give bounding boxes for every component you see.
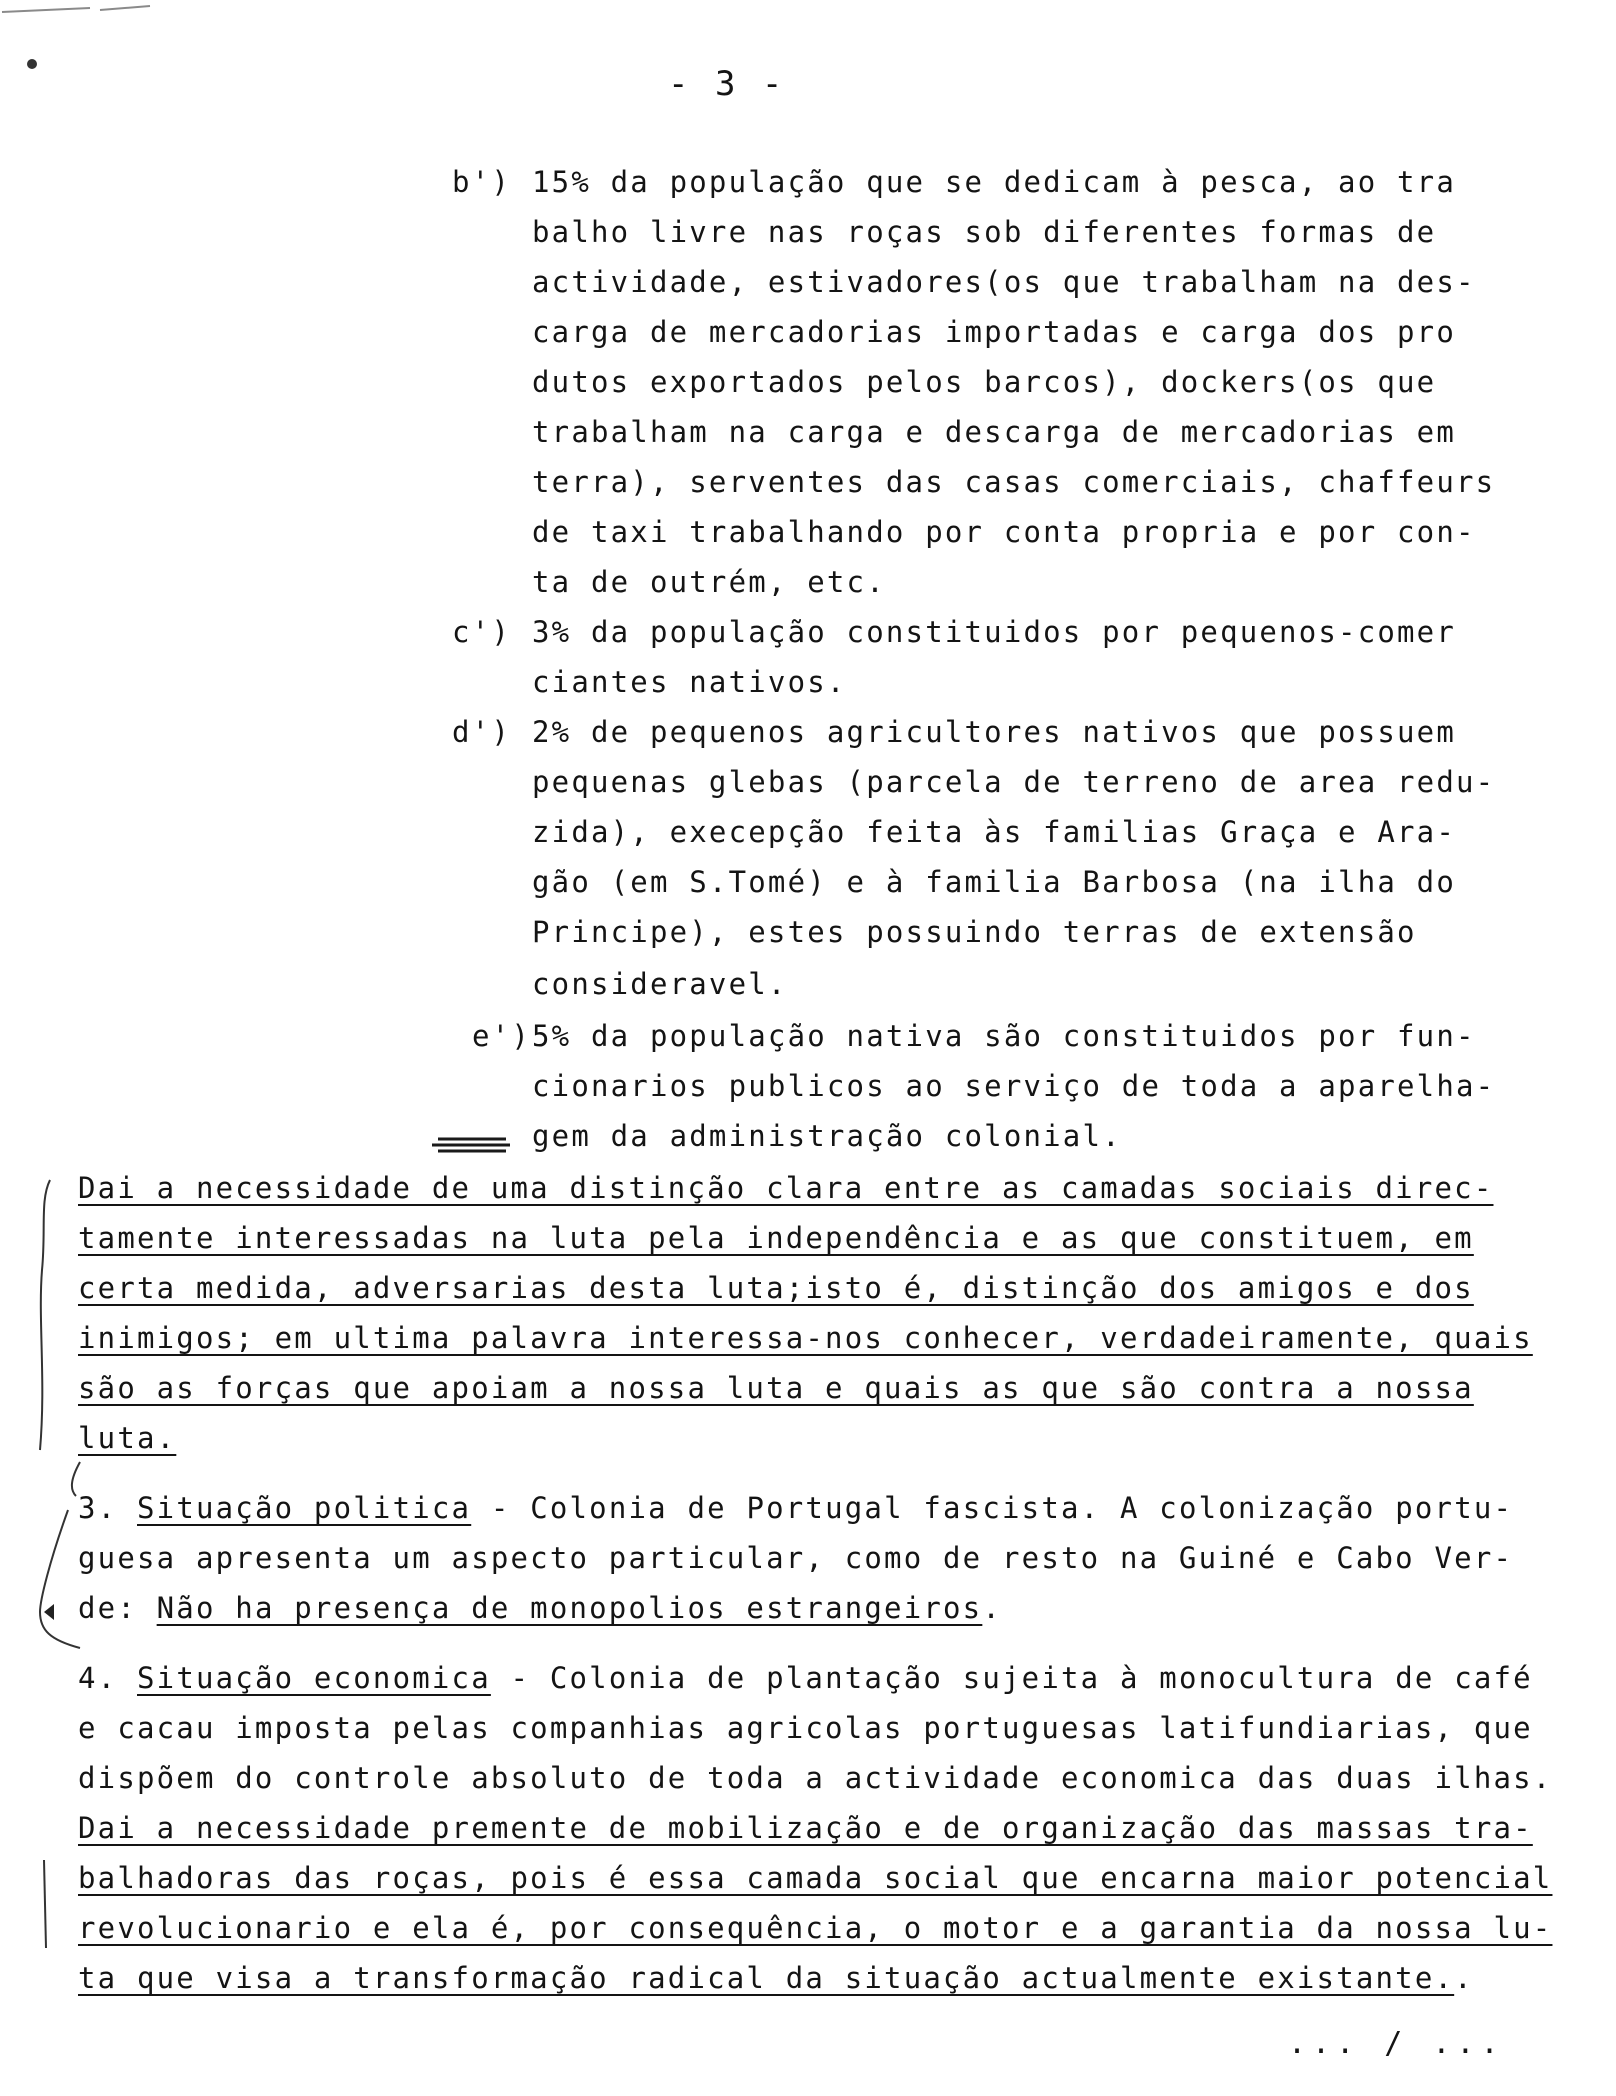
section-3-heading: Situação politica [137,1491,472,1525]
list-item-b-line: actividade, estivadores(os que trabalham na des- [532,265,1476,299]
list-item-c-line: ciantes nativos. [532,665,847,699]
list-marker-b: b') [452,165,511,199]
list-item-d-line: pequenas glebas (parcela de terreno de area redu- [532,765,1496,799]
list-item-b-line: dutos exportados pelos barcos), dockers(os que [532,365,1437,399]
section-4-line: e cacau imposta pelas companhias agricolas portuguesas latifundiarias, que [78,1711,1533,1745]
list-item-b-line: de taxi trabalhando por conta propria e por con- [532,515,1476,549]
section-3-number: 3. [78,1491,118,1525]
list-item-b-line: balho livre nas roças sob diferentes formas de [532,215,1437,249]
section-4-heading: Situação economica [137,1661,491,1695]
list-item-e-line: gem da administração colonial. [532,1119,1122,1153]
list-item-b-line: ta de outrém, etc. [532,565,886,599]
margin-curve-mark [40,1462,80,1648]
list-item-d-line: 2% de pequenos agricultores nativos que possuem [532,715,1456,749]
list-item-b-line: trabalham na carga e descarga de mercadorias em [532,415,1456,449]
section-4-text: - Colonia de plantação sujeita à monocultura de café [490,1661,1533,1695]
section-3-period: . [982,1591,1003,1625]
list-item-e-line: cionarios publicos ao serviço de toda a aparelha- [532,1069,1496,1103]
list-item-d-line: zida), execepção feita às familias Graça e Ara- [532,815,1456,849]
margin-line-mark [44,1860,46,1948]
margin-arrowhead-mark [44,1604,54,1620]
list-item-e-line: 5% da população nativa são constituidos por fun- [532,1019,1476,1053]
list-marker-c: c') [452,615,511,649]
list-item-d-line: consideravel. [532,967,788,1001]
conclusion-last-word: luta. [78,1421,177,1455]
list-item-d-line: gão (em S.Tomé) e à familia Barbosa (na ilha do [532,865,1456,899]
section-4-underlined-end: ta que visa a transformação radical da situação actualmente existante. [78,1961,1455,1995]
section-4-number: 4. [78,1661,118,1695]
section-3-text: de: [78,1591,157,1625]
section-4-line: dispõem do controle absoluto de toda a actividade economica das duas ilhas. [78,1761,1553,1795]
list-marker-e: e') [472,1019,531,1053]
list-item-d-line: Principe), estes possuindo terras de extensão [532,915,1417,949]
section-4-underlined-line: Dai a necessidade premente de mobilização e de organização das massas tra- [78,1811,1533,1845]
list-marker-d: d') [452,715,511,749]
conclusion-line: inimigos; em ultima palavra interessa-nos conhecer, verdadeiramente, quais [78,1321,1533,1355]
section-4-underlined-line: revolucionario e ela é, por consequência, o motor e a garantia da nossa lu- [78,1911,1553,1945]
section-4-underlined-line: balhadoras das roças, pois é essa camada social que encarna maior potencial [78,1861,1553,1895]
list-item-c-line: 3% da população constituidos por pequenos-comer [532,615,1456,649]
list-item-b-line: 15% da população que se dedicam à pesca, ao tra [532,165,1456,199]
conclusion-line: são as forças que apoiam a nossa luta e quais as que são contra a nossa [78,1371,1474,1405]
conclusion-line: Dai a necessidade de uma distinção clara entre as camadas sociais direc- [78,1171,1494,1205]
list-item-b-line: carga de mercadorias importadas e carga dos pro [532,315,1456,349]
arrow-mark [432,1139,510,1151]
scan-smudge-mark [2,6,150,12]
conclusion-line: certa medida, adversarias desta luta;isto é, distinção dos amigos e dos [78,1271,1474,1305]
scan-dot-mark [27,59,37,69]
section-4-period: . [1454,1961,1474,1995]
page-number: - 3 - [668,64,786,104]
conclusion-line: tamente interessadas na luta pela independência e as que constituem, em [78,1221,1474,1255]
list-item-b-line: terra), serventes das casas comerciais, chaffeurs [532,465,1496,499]
continuation-mark: ... / ... [1288,2026,1505,2061]
margin-bracket-mark [40,1180,50,1450]
section-3-text: - Colonia de Portugal fascista. A colonização portu- [471,1491,1514,1525]
section-3-line: guesa apresenta um aspecto particular, como de resto na Guiné e Cabo Ver- [78,1541,1514,1575]
section-3-emphasis: Não ha presença de monopolios estrangeiros [156,1591,983,1625]
